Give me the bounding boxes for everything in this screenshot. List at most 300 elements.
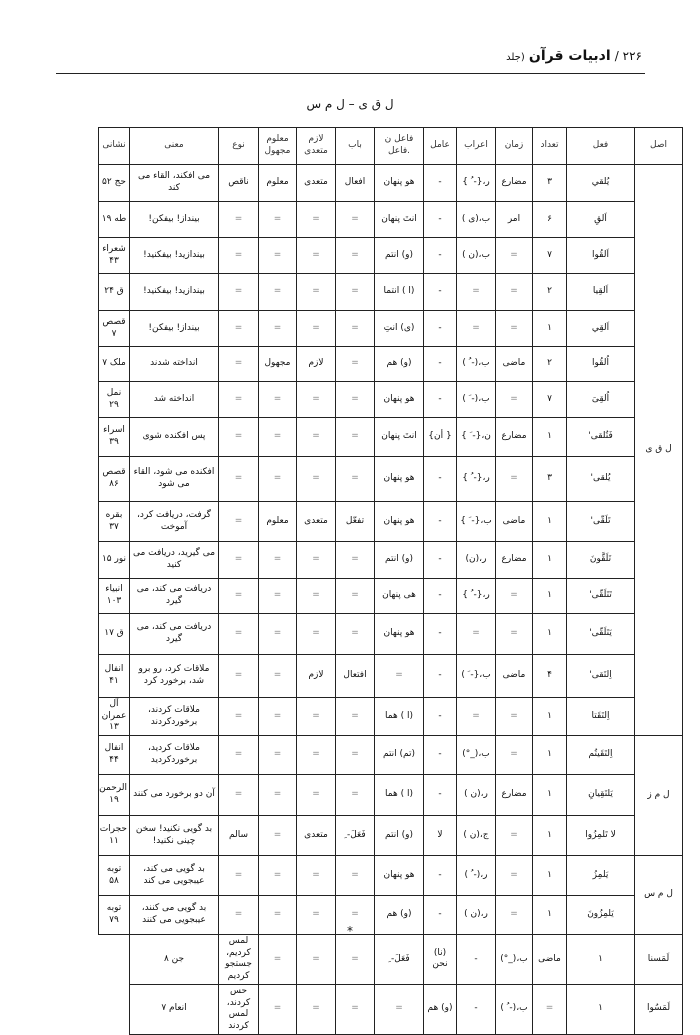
table-cell-malum: = (259, 614, 297, 655)
table-cell-lazim: = (297, 856, 336, 896)
table-cell-malum: = (259, 418, 297, 457)
table-cell-type: = (219, 736, 259, 775)
table-cell-malum: = (259, 457, 297, 502)
table-row (57, 775, 683, 816)
table-row (57, 935, 683, 985)
table-cell-bab: = (336, 896, 375, 935)
table-cell-meaning: دریافت می کند، می گیرد (130, 579, 219, 614)
table-cell-tense: امر (496, 202, 533, 238)
table-cell-lazim: = (297, 202, 336, 238)
table-cell-lazim: متعدی (297, 816, 336, 856)
table-cell-meaning: می گیرید، دریافت می کنید (130, 542, 219, 579)
table-cell-meaning: دریافت می کند، می گیرد (130, 614, 219, 655)
table-cell-count: ۴ (533, 655, 567, 698)
table-cell-tense: = (496, 311, 533, 347)
table-cell-irab: ر،{- ُ } (457, 457, 496, 502)
table-cell-tense: = (496, 457, 533, 502)
table-cell-meaning: بینداز! بیفکن! (130, 202, 219, 238)
table-cell-irab: ر،(- ُ ) (457, 856, 496, 896)
table-cell-amil: - (424, 165, 457, 202)
header-rule (56, 73, 645, 74)
table-cell-type: = (219, 274, 259, 311)
table-cell-type: = (219, 614, 259, 655)
table-cell-ref: انفال ۴۱ (99, 655, 130, 698)
table-cell-malum: = (297, 935, 336, 985)
table-cell-tense: = (496, 856, 533, 896)
table-cell-malum: = (259, 542, 297, 579)
table-cell-tense: = (496, 698, 533, 736)
table-cell-bab: = (336, 238, 375, 274)
table-cell-count: ۱ (533, 896, 567, 935)
table-cell-count: ۱ (533, 736, 567, 775)
table-cell-type: = (219, 775, 259, 816)
table-cell-malum: = (259, 856, 297, 896)
table-cell-count: ۷ (533, 238, 567, 274)
table-cell-type: = (219, 382, 259, 418)
table-cell-verb: اَلقُوا (567, 238, 635, 274)
volume-label: (جلد (506, 52, 525, 63)
table-cell-fail: (ا ) هما (375, 698, 424, 736)
root-cell: ل ق ی (635, 165, 683, 736)
table-cell-lazim: = (336, 935, 375, 985)
table-cell-bab: = (336, 579, 375, 614)
table-cell-verb: يَلتَقِيانِ (567, 775, 635, 816)
table-cell-fail: انتَ پنهان (375, 202, 424, 238)
table-cell-amil: - (424, 775, 457, 816)
table-cell-irab: ر،(ن ) (457, 775, 496, 816)
table-cell-amil: - (424, 542, 457, 579)
table-cell-count: ۱ (533, 502, 567, 542)
table-cell-irab: = (457, 311, 496, 347)
table-cell-fail: (تم) انتم (375, 736, 424, 775)
table-cell-verb: اُلقِیَ (567, 382, 635, 418)
table-cell-amil: - (424, 202, 457, 238)
table-cell-bab: فَعَلَ- ِ (336, 816, 375, 856)
table-cell-fail: هی پنهان (375, 579, 424, 614)
table-cell-ref: قصص ۸۶ (99, 457, 130, 502)
table-cell-tense: مضارع (496, 775, 533, 816)
book-title: ادبیات قرآن (528, 48, 611, 64)
table-cell-lazim: = (297, 311, 336, 347)
table-cell-amil: - (424, 579, 457, 614)
table-cell-verb: يَلمِزُونَ (567, 896, 635, 935)
table-cell-amil: - (457, 984, 496, 1034)
table-cell-amil: - (424, 655, 457, 698)
table-cell-amil: - (424, 896, 457, 935)
table-cell-lazim: = (297, 274, 336, 311)
table-cell-ref: حج ۵۲ (99, 165, 130, 202)
table-cell-type: = (219, 542, 259, 579)
table-cell-lazim: = (336, 984, 375, 1034)
table-cell-meaning: بد گویی می کنند، عیبجویی می کنند (130, 896, 219, 935)
table-cell-fail: هو پنهان (375, 382, 424, 418)
table-cell-count: ۶ (533, 202, 567, 238)
table-cell-tense: = (496, 579, 533, 614)
table-cell-malum: = (259, 655, 297, 698)
table-cell-irab: ب،(ی ) (457, 202, 496, 238)
table-cell-verb: اِلتَقَیتُم (567, 736, 635, 775)
table-row (57, 202, 683, 238)
table-cell-bab: افتعال (336, 655, 375, 698)
table-cell-ref: نور ۱۵ (99, 542, 130, 579)
table-cell-verb: يُلقي (567, 165, 635, 202)
root-cell: ل م ز (635, 736, 683, 856)
table-cell-fail: (ی) انتِ (375, 311, 424, 347)
table-cell-tense: مضارع (496, 542, 533, 579)
table-cell-ref: ق ۲۴ (99, 274, 130, 311)
table-cell-amil: - (424, 457, 457, 502)
table-cell-malum: = (297, 984, 336, 1034)
table-cell-amil: - (424, 382, 457, 418)
table-cell-tense: = (496, 816, 533, 856)
table-cell-tense: = (496, 896, 533, 935)
header-irab: اعراب (457, 128, 496, 165)
table-cell-lazim: = (297, 775, 336, 816)
table-cell-ref: نمل ۲۹ (99, 382, 130, 418)
table-cell-fail: هو پنهان (375, 614, 424, 655)
table-cell-lazim: = (297, 418, 336, 457)
table-cell-irab: ب،(_°) (496, 935, 533, 985)
table-cell-count: ۱ (567, 984, 635, 1034)
table-cell-tense: = (496, 238, 533, 274)
table-cell-lazim: = (297, 457, 336, 502)
table-cell-bab: = (336, 736, 375, 775)
table-cell-amil: - (424, 698, 457, 736)
table-cell-bab: = (336, 311, 375, 347)
table-row (57, 418, 683, 457)
table-cell-fail: (ا ) انتما (375, 274, 424, 311)
table-cell-irab: ر،(ن) (457, 542, 496, 579)
table-cell-malum: = (259, 238, 297, 274)
table-row (57, 165, 683, 202)
table-cell-verb: اَلقِي (567, 311, 635, 347)
table-cell-bab: = (336, 856, 375, 896)
table-cell-type: سالم (219, 816, 259, 856)
table-cell-ref: الرحمن ۱۹ (99, 775, 130, 816)
table-cell-meaning: پس افکنده شوی (130, 418, 219, 457)
table-cell-lazim: = (297, 896, 336, 935)
table-cell-verb: تَلَقَّونَ (567, 542, 635, 579)
header-verb: فعل (567, 128, 635, 165)
table-cell-fail: = (375, 655, 424, 698)
table-cell-ref: شعراء ۴۳ (99, 238, 130, 274)
table-cell-malum: مجهول (259, 347, 297, 382)
table-cell-meaning: افکنده می شود، القاء می شود (130, 457, 219, 502)
table-cell-amil: - (457, 935, 496, 985)
table-cell-verb: یُلقی' (567, 457, 635, 502)
header-ref: نشانی (99, 128, 130, 165)
table-cell-irab: ج،(ن ) (457, 816, 496, 856)
table-cell-count: ۱ (533, 698, 567, 736)
table-cell-meaning: ملاقات کردند، برخوردکردند (130, 698, 219, 736)
table-cell-bab: = (336, 347, 375, 382)
table-cell-bab: = (336, 382, 375, 418)
table-cell-verb: لَمَسنا (635, 935, 683, 985)
table-cell-tense: = (496, 614, 533, 655)
table-row (57, 457, 683, 502)
table-cell-type: ناقص (219, 165, 259, 202)
table-cell-count: ۲ (533, 347, 567, 382)
table-cell-meaning: بد گویی می کند، عیبجویی می کند (130, 856, 219, 896)
table-cell-malum: = (259, 775, 297, 816)
table-row (57, 655, 683, 698)
table-cell-malum: = (259, 202, 297, 238)
table-cell-malum: = (259, 382, 297, 418)
header-root: اصل (635, 128, 683, 165)
table-cell-meaning: می افکند، القاء می کند (130, 165, 219, 202)
table-cell-verb: يَتَلَقّی' (567, 614, 635, 655)
table-cell-tense: = (496, 382, 533, 418)
table-cell-verb: فَتُلقى' (567, 418, 635, 457)
table-cell-ref: جن ۸ (130, 935, 219, 985)
table-cell-malum: معلوم (259, 502, 297, 542)
table-cell-tense: مضارع (496, 418, 533, 457)
table-cell-tense: = (533, 984, 567, 1034)
table-cell-meaning: بیندازید! بیفکنید! (130, 238, 219, 274)
table-cell-lazim: = (297, 579, 336, 614)
table-cell-bab: = (375, 984, 424, 1034)
table-cell-type: = (219, 896, 259, 935)
table-cell-meaning: ملاقات کرد، رو برو شد، برخورد کرد (130, 655, 219, 698)
table-cell-irab: ر،{- ُ } (457, 165, 496, 202)
table-cell-lazim: متعدی (297, 502, 336, 542)
table-cell-ref: انفال ۴۴ (99, 736, 130, 775)
table-cell-type: = (219, 698, 259, 736)
table-cell-lazim: = (297, 698, 336, 736)
table-cell-amil: - (424, 736, 457, 775)
running-header (506, 48, 642, 64)
table-cell-tense: مضارع (496, 165, 533, 202)
table-cell-fail: (و) هم (424, 984, 457, 1034)
table-cell-lazim: لازم (297, 655, 336, 698)
table-cell-amil: - (424, 311, 457, 347)
table-cell-amil: لا (424, 816, 457, 856)
table-cell-lazim: لازم (297, 347, 336, 382)
table-header-row (57, 128, 683, 165)
table-cell-meaning: لمس کردیم، جستجو کردیم (219, 935, 259, 985)
table-cell-bab: = (336, 202, 375, 238)
table-cell-meaning: گرفت، دریافت کرد، آموخت (130, 502, 219, 542)
table-row (57, 698, 683, 736)
table-cell-ref: قصص ۷ (99, 311, 130, 347)
table-cell-irab: ب،(_°) (457, 736, 496, 775)
table-cell-fail: (و) هم (375, 896, 424, 935)
table-cell-verb: اِلتَقی' (567, 655, 635, 698)
table-cell-fail: (و) هم (375, 347, 424, 382)
table-cell-malum: = (259, 896, 297, 935)
table-cell-type: = (219, 202, 259, 238)
footnote-mark: * (347, 924, 353, 938)
table-cell-bab: = (336, 614, 375, 655)
table-row (57, 502, 683, 542)
table-cell-malum: معلوم (259, 165, 297, 202)
table-cell-count: ۱ (533, 816, 567, 856)
table-cell-irab: ر،(ن ) (457, 896, 496, 935)
table-cell-tense: ماضی (533, 935, 567, 985)
table-row (57, 542, 683, 579)
table-cell-type: = (219, 418, 259, 457)
table-cell-ref: انعام ۷ (130, 984, 219, 1034)
table-cell-fail: (و) انتم (375, 542, 424, 579)
table-cell-fail: (و) انتم (375, 238, 424, 274)
table-cell-ref: آل عمران ۱۳ (99, 698, 130, 736)
table-cell-lazim: = (297, 614, 336, 655)
table-cell-verb: يَلمِزُ (567, 856, 635, 896)
table-cell-ref: ملک ۷ (99, 347, 130, 382)
header-lazim: لازم متعدی (297, 128, 336, 165)
table-cell-malum: = (259, 311, 297, 347)
header-fail: فاعل ن .فاعل (375, 128, 424, 165)
header-type: نوع (219, 128, 259, 165)
table-row (57, 311, 683, 347)
table-cell-count: ۱ (533, 856, 567, 896)
table-cell-fail: هو پنهان (375, 856, 424, 896)
table-cell-irab: = (457, 698, 496, 736)
header-count: تعداد (533, 128, 567, 165)
header-amil: عامل (424, 128, 457, 165)
table-cell-bab: = (336, 542, 375, 579)
table-cell-ref: اسراء ۳۹ (99, 418, 130, 457)
table-cell-malum: = (259, 274, 297, 311)
table-cell-irab: = (457, 614, 496, 655)
table-cell-irab: ر،{- ُ } (457, 579, 496, 614)
table-cell-irab: ب،{- َ ) (457, 655, 496, 698)
table-cell-ref: انبیاء ۱۰۳ (99, 579, 130, 614)
table-cell-malum: = (259, 579, 297, 614)
table-row (57, 382, 683, 418)
table-cell-amil: - (424, 614, 457, 655)
table-cell-type: = (219, 579, 259, 614)
table-cell-count: ۱ (533, 579, 567, 614)
table-cell-lazim: = (297, 736, 336, 775)
table-cell-malum: = (259, 736, 297, 775)
table-cell-amil: { أن} (424, 418, 457, 457)
root-cell: ل م س (635, 856, 683, 935)
table-cell-type: = (219, 457, 259, 502)
table-cell-meaning: حس کردند، لمس کردند (219, 984, 259, 1034)
table-cell-lazim: = (297, 382, 336, 418)
header-bab: باب (336, 128, 375, 165)
table-cell-count: ۲ (533, 274, 567, 311)
table-cell-malum: = (259, 698, 297, 736)
table-cell-verb: اِلتَقَتا (567, 698, 635, 736)
table-cell-ref: بقره ۳۷ (99, 502, 130, 542)
table-cell-ref: طه ۱۹ (99, 202, 130, 238)
table-cell-count: ۱ (533, 614, 567, 655)
table-title: ل ق ی – ل م س (306, 97, 394, 111)
table-cell-fail: هو پنهان (375, 457, 424, 502)
table-cell-bab: = (336, 457, 375, 502)
table-cell-count: ۱ (567, 935, 635, 985)
page-number: ۲۲۶ / (614, 49, 642, 63)
table-cell-type: = (259, 984, 297, 1034)
table-cell-bab: = (336, 418, 375, 457)
table-cell-irab: = (457, 274, 496, 311)
table-cell-tense: = (496, 274, 533, 311)
table-cell-amil: - (424, 238, 457, 274)
table-cell-tense: = (496, 736, 533, 775)
table-cell-amil: - (424, 347, 457, 382)
table-cell-amil: - (424, 274, 457, 311)
table-cell-type: = (219, 311, 259, 347)
table-cell-count: ۱ (533, 311, 567, 347)
table-row (57, 238, 683, 274)
table-row (57, 579, 683, 614)
table-cell-ref: توبه ۷۹ (99, 896, 130, 935)
table-cell-bab: افعال (336, 165, 375, 202)
verb-table (56, 127, 683, 1035)
table-cell-ref: ق ۱۷ (99, 614, 130, 655)
table-cell-fail: هو پنهان (375, 165, 424, 202)
header-malum: معلوم مجهول (259, 128, 297, 165)
table-cell-tense: ماضی (496, 347, 533, 382)
table-cell-type: = (219, 347, 259, 382)
table-cell-amil: - (424, 856, 457, 896)
table-row (57, 274, 683, 311)
table-cell-ref: حجرات ۱۱ (99, 816, 130, 856)
table-cell-meaning: ملاقات کردید، برخوردکردید (130, 736, 219, 775)
table-cell-count: ۳ (533, 165, 567, 202)
table-cell-irab: ب،(- ُ ) (457, 347, 496, 382)
table-cell-meaning: بد گویی نکنید! سخن چینی نکنید! (130, 816, 219, 856)
table-cell-ref: توبه ۵۸ (99, 856, 130, 896)
table-cell-count: ۳ (533, 457, 567, 502)
table-cell-type: = (219, 502, 259, 542)
header-meaning: معنی (130, 128, 219, 165)
table-cell-type: = (219, 655, 259, 698)
table-cell-malum: = (259, 816, 297, 856)
table-cell-type: = (219, 856, 259, 896)
table-cell-count: ۱ (533, 775, 567, 816)
table-cell-lazim: = (297, 238, 336, 274)
table-cell-verb: لا تَلمِزُوا (567, 816, 635, 856)
table-cell-fail: هو پنهان (375, 502, 424, 542)
table-cell-type: = (259, 935, 297, 985)
table-cell-irab: ب،{- َ } (457, 502, 496, 542)
table-cell-irab: ن،{- َ } (457, 418, 496, 457)
table-cell-verb: تَلَقّی' (567, 502, 635, 542)
table-row (57, 614, 683, 655)
table-cell-meaning: بینداز! بیفکن! (130, 311, 219, 347)
table-cell-verb: لَمَسُوا (635, 984, 683, 1034)
table-row (57, 856, 683, 896)
table-row (57, 816, 683, 856)
table-cell-verb: تَتَلَقّی' (567, 579, 635, 614)
header-tense: زمان (496, 128, 533, 165)
table-cell-bab: = (336, 274, 375, 311)
table-cell-verb: اَلقِيا (567, 274, 635, 311)
table-cell-fail: انتَ پنهان (375, 418, 424, 457)
table-cell-count: ۱ (533, 542, 567, 579)
table-cell-bab: فَعَلَ- ِ (375, 935, 424, 985)
table-cell-tense: ماضی (496, 502, 533, 542)
table-body (57, 165, 683, 1035)
table-cell-meaning: آن دو برخورد می کنند (130, 775, 219, 816)
table-cell-verb: اُلقُوا (567, 347, 635, 382)
table-cell-fail: (ا ) هما (375, 775, 424, 816)
table-cell-lazim: = (297, 542, 336, 579)
table-cell-lazim: متعدی (297, 165, 336, 202)
table-cell-count: ۱ (533, 418, 567, 457)
table-cell-verb: اَلقِ (567, 202, 635, 238)
table-cell-bab: = (336, 698, 375, 736)
table-cell-amil: - (424, 502, 457, 542)
table-cell-meaning: بیندازید! بیفکنید! (130, 274, 219, 311)
table-cell-bab: تفعّل (336, 502, 375, 542)
table-row (57, 347, 683, 382)
table-cell-irab: ب،(- ُ ) (496, 984, 533, 1034)
table-cell-irab: ب،(ن ) (457, 238, 496, 274)
